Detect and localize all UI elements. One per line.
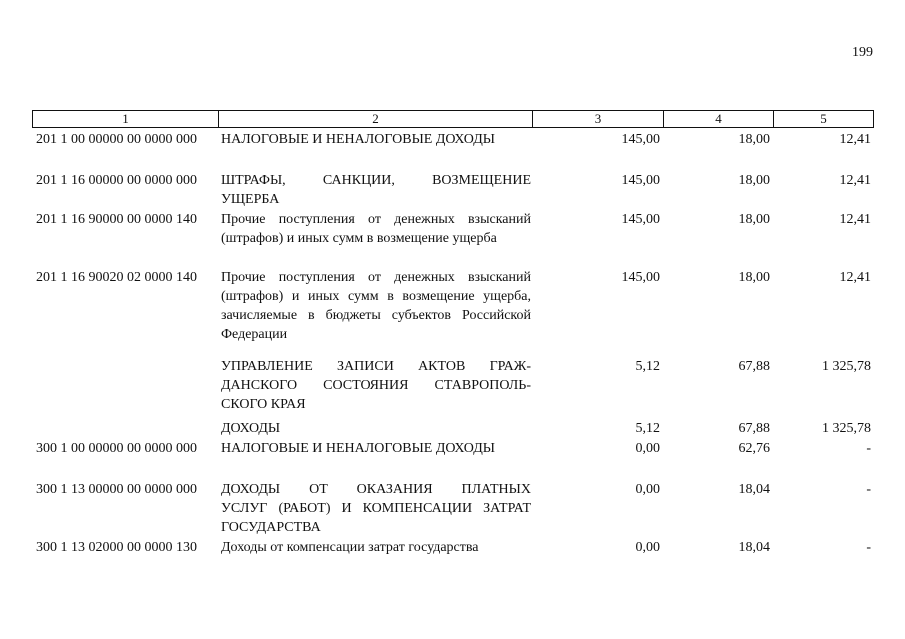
row-value-4: 62,76 (738, 441, 770, 456)
description-line: Федерации (221, 327, 288, 342)
row-code: 300 1 00 00000 00 0000 000 (36, 441, 197, 456)
row-description (221, 480, 531, 537)
row-description (221, 419, 531, 438)
header-cell-5: 5 (773, 110, 874, 128)
description-line: НАЛОГОВЫЕ И НЕНАЛОГОВЫЕ ДОХОДЫ (221, 132, 495, 147)
description-line: УЩЕРБА (221, 192, 280, 207)
row-value-4: 18,04 (738, 540, 770, 555)
description-line: СКОГО КРАЯ (221, 397, 306, 412)
row-description (221, 210, 531, 248)
description-line: УПРАВЛЕНИЕ ЗАПИСИ АКТОВ ГРАЖ- (221, 359, 531, 374)
description-line: НАЛОГОВЫЕ И НЕНАЛОГОВЫЕ ДОХОДЫ (221, 441, 495, 456)
description-line: Прочие поступления от денежных взысканий (221, 270, 531, 285)
row-value-3: 145,00 (621, 270, 660, 285)
row-value-5: 12,41 (839, 212, 871, 227)
row-value-5: 12,41 (839, 132, 871, 147)
row-value-4: 18,00 (738, 270, 770, 285)
header-cell-1: 1 (32, 110, 219, 128)
row-value-4: 18,00 (738, 132, 770, 147)
row-value-5: 1 325,78 (822, 359, 871, 374)
row-value-3: 0,00 (635, 540, 660, 555)
row-description (221, 130, 531, 149)
row-value-3: 145,00 (621, 132, 660, 147)
description-line: ДОХОДЫ (221, 421, 281, 436)
row-code: 201 1 16 90000 00 0000 140 (36, 212, 197, 227)
row-code: 300 1 13 02000 00 0000 130 (36, 540, 197, 555)
row-value-4: 67,88 (738, 421, 770, 436)
page-number: 199 (852, 45, 873, 60)
row-description (221, 171, 531, 209)
row-description (221, 268, 531, 344)
row-code: 201 1 00 00000 00 0000 000 (36, 132, 197, 147)
row-description (221, 357, 531, 414)
row-value-3: 0,00 (635, 482, 660, 497)
description-line: ШТРАФЫ, САНКЦИИ, ВОЗМЕЩЕНИЕ (221, 173, 531, 188)
row-value-5: - (866, 540, 871, 555)
row-value-4: 67,88 (738, 359, 770, 374)
row-description (221, 439, 531, 458)
row-value-4: 18,04 (738, 482, 770, 497)
row-value-5: - (866, 482, 871, 497)
description-line: ДАНСКОГО СОСТОЯНИЯ СТАВРОПОЛЬ- (221, 378, 531, 393)
row-value-3: 5,12 (635, 359, 660, 374)
row-value-3: 145,00 (621, 173, 660, 188)
row-value-4: 18,00 (738, 212, 770, 227)
header-cell-2: 2 (218, 110, 533, 128)
description-line: Прочие поступления от денежных взысканий (221, 212, 531, 227)
description-line: (штрафов) и иных сумм в возмещение ущерба (221, 231, 497, 246)
row-value-3: 145,00 (621, 212, 660, 227)
description-line: ДОХОДЫ ОТ ОКАЗАНИЯ ПЛАТНЫХ (221, 482, 531, 497)
row-code: 201 1 16 90020 02 0000 140 (36, 270, 197, 285)
header-cell-3: 3 (532, 110, 664, 128)
description-line: зачисляемые в бюджеты субъектов Российской (221, 308, 531, 323)
description-line: (штрафов) и иных сумм в возмещение ущерба, (221, 289, 531, 304)
description-line: Доходы от компенсации затрат государства (221, 540, 479, 555)
description-line: ГОСУДАРСТВА (221, 520, 321, 535)
row-value-4: 18,00 (738, 173, 770, 188)
row-value-5: - (866, 441, 871, 456)
row-code: 201 1 16 00000 00 0000 000 (36, 173, 197, 188)
row-code: 300 1 13 00000 00 0000 000 (36, 482, 197, 497)
row-value-3: 0,00 (635, 441, 660, 456)
header-cell-4: 4 (663, 110, 774, 128)
row-value-5: 12,41 (839, 270, 871, 285)
row-value-5: 1 325,78 (822, 421, 871, 436)
row-description (221, 538, 531, 557)
row-value-3: 5,12 (635, 421, 660, 436)
row-value-5: 12,41 (839, 173, 871, 188)
description-line: УСЛУГ (РАБОТ) И КОМПЕНСАЦИИ ЗАТРАТ (221, 501, 531, 516)
